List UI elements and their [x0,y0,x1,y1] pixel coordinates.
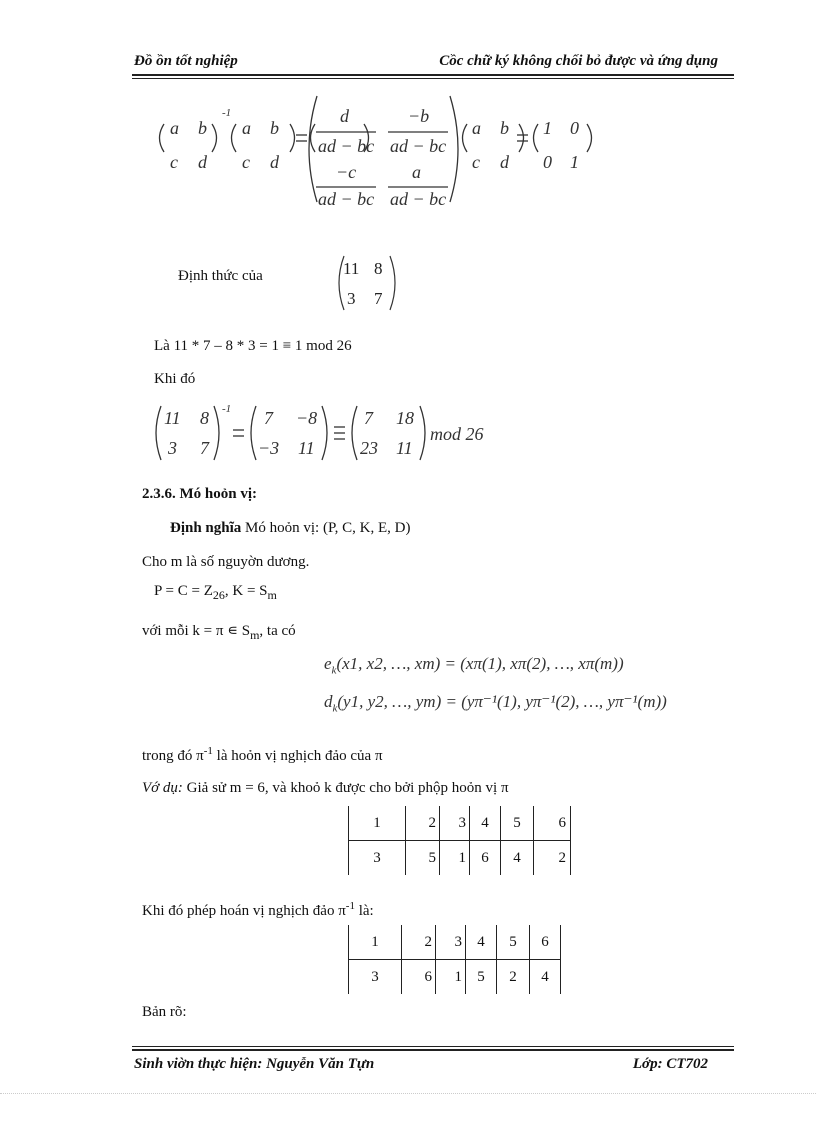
frac-num-4: a [412,162,421,182]
pck-text: P = C = Z [154,583,213,599]
f2-adj-22: 11 [298,438,315,458]
det-12: 8 [374,259,383,278]
f2-mod: mod 26 [430,424,484,444]
ident-22: 1 [570,152,579,172]
m2-b: b [270,118,279,138]
encryption-formula [324,654,624,676]
voi-moi-line [142,621,296,643]
m3-b: b [500,118,509,138]
m2-d: d [270,152,279,172]
trong-do-end: là hoỏn vị nghịch đảo của π [212,748,383,764]
definition-line [170,520,410,537]
khi-do-inv-sup: -1 [345,900,355,912]
table-cell: 5 [497,925,530,960]
f2-m-12: 8 [200,408,209,428]
table-cell: 2 [402,925,436,960]
khi-do-inv-text: Khi đó phép hoán vị nghịch đảo π [142,903,346,919]
dec-args: (y1, y2, …, ym) = (yπ⁻¹(1), yπ⁻¹(2), …, yπ⁻¹(m)) [337,692,667,711]
table-cell: 3 [436,925,466,960]
table-cell: 6 [470,841,501,876]
enc-args: (x1, x2, …, xm) = (xπ(1), xπ(2), …, xπ(m)) [336,654,624,673]
footer-rule-thin [132,1046,734,1047]
frac-den-4: ad − bc [390,189,447,209]
trong-do-line [142,745,383,765]
pck2-text: , K = S [224,583,268,599]
frac-den-1: ad − bc [318,136,375,156]
frac-num-1: d [340,106,349,126]
m3-a: a [472,118,481,138]
table-cell: 6 [534,806,571,841]
pck-line [154,583,277,603]
f2-m-22: 7 [200,438,209,458]
frac-den-2: ad − bc [390,136,447,156]
table-cell: 2 [534,841,571,876]
header-left: Đồ ồn tốt nghiệp [134,53,238,69]
inverse-permutation-table [348,925,561,994]
frac-num-3: −c [336,162,357,182]
permutation-table [348,806,571,875]
mod-inverse-formula [152,402,502,464]
table-row [349,925,561,960]
vi-du-line [142,780,509,797]
table-cell: 3 [440,806,470,841]
header-rule-thin [132,78,734,79]
m3-c: c [472,152,480,172]
ident-11: 1 [543,118,552,138]
ident-21: 0 [543,152,552,172]
m2-c: c [242,152,250,172]
f2-res-11: 7 [364,408,373,428]
decryption-formula [324,692,667,714]
voi-moi-end: , ta có [259,623,296,639]
pck2-sub: m [267,588,277,602]
det-label: Định thức của [178,268,263,284]
ban-ro-line: Bản rõ: [142,1004,187,1020]
det-matrix [336,252,400,314]
vi-du-text: Giả sử m = 6, và khoỏ k được cho bởi phộp hoỏn vị π [182,780,509,796]
dec-d: d [324,692,333,711]
table-row [349,960,561,995]
m3-d: d [500,152,509,172]
pck-sub: 26 [212,588,225,602]
table-cell: 6 [530,925,561,960]
table-cell: 1 [436,960,466,995]
det-21: 3 [347,289,356,308]
table-row [349,806,571,841]
table-cell: 3 [349,841,406,876]
definition-label: Định nghĩa [170,520,242,536]
page-bottom-divider [0,1093,816,1094]
table-cell: 6 [402,960,436,995]
khi-do-inv-end: là: [354,903,374,919]
table-cell: 5 [501,806,534,841]
voi-moi-text: với mỗi k = π ∊ S [142,623,251,639]
table-cell: 5 [466,960,497,995]
det-22: 7 [374,289,383,308]
table-cell: 4 [466,925,497,960]
table-cell: 2 [406,806,440,841]
f2-adj-12: −8 [296,408,318,428]
calc-line: Là 11 * 7 – 8 * 3 = 1 ≡ 1 mod 26 [154,338,352,354]
inv-sup: -1 [222,107,232,119]
header-right: Cồc chữ ký không chối bỏ được và ứng dụng [439,53,718,69]
m2-a: a [242,118,251,138]
table-cell: 5 [406,841,440,876]
f2-res-22: 11 [396,438,413,458]
khi-do: Khi đó [154,371,196,387]
vi-du-label: Vớ dụ: [142,780,183,796]
table-cell: 1 [440,841,470,876]
table-cell: 4 [470,806,501,841]
khi-do-inverse-line [142,900,374,920]
m1-d: d [198,152,207,172]
table-row [349,841,571,876]
f2-res-12: 18 [396,408,414,428]
trong-do-text: trong đó π [142,748,204,764]
det-11: 11 [343,259,360,278]
inverse-matrix-formula [150,92,600,212]
dec-sub: k [332,702,338,715]
cho-m-line: Cho m là số nguyờn dương. [142,554,310,570]
f2-sup: -1 [222,403,232,415]
footer-rule-thick [132,1049,734,1051]
definition-text: Mó hoỏn vị: (P, C, K, E, D) [241,520,411,536]
m1-c: c [170,152,178,172]
f2-res-21: 23 [360,438,378,458]
footer-right: Lớp: CT702 [632,1056,708,1072]
f2-adj-21: −3 [258,438,280,458]
f2-adj-11: 7 [264,408,273,428]
frac-num-2: −b [408,106,430,126]
table-cell: 1 [349,925,402,960]
ident-12: 0 [570,118,579,138]
f2-m-21: 3 [168,438,177,458]
table-cell: 4 [501,841,534,876]
m1-b: b [198,118,207,138]
trong-do-sup: -1 [203,745,213,757]
voi-moi-sub: m [250,628,260,642]
frac-den-3: ad − bc [318,189,375,209]
footer-left: Sinh viờn thực hiện: Nguyễn Văn Tựn [134,1056,375,1072]
header-rule-thick [132,74,734,76]
table-cell: 4 [530,960,561,995]
f2-m-11: 11 [164,408,181,428]
table-cell: 3 [349,960,402,995]
enc-e: e [324,654,332,673]
table-cell: 1 [349,806,406,841]
section-heading: 2.3.6. Mó hoỏn vị: [142,486,258,502]
m1-a: a [170,118,179,138]
enc-sub: k [331,664,337,677]
table-cell: 2 [497,960,530,995]
